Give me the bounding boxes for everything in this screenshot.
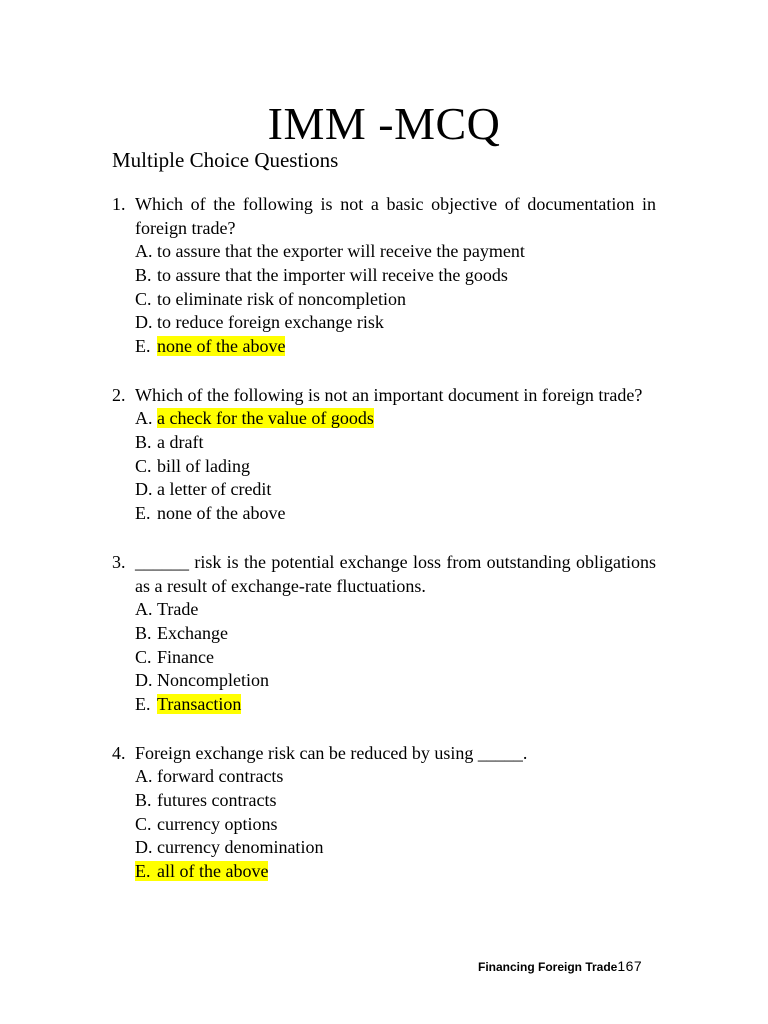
option-e	[135, 335, 656, 359]
option-letter: A.	[135, 407, 153, 428]
option-letter: C.	[135, 288, 152, 309]
question-number: 2.	[112, 384, 126, 405]
option-text: bill of lading	[157, 455, 250, 476]
option-letter: B.	[135, 789, 152, 810]
option-c	[135, 813, 656, 837]
option-letter: D.	[135, 670, 153, 691]
option-letter: A.	[135, 765, 153, 786]
option-letter: D.	[135, 479, 153, 500]
option-text: forward contracts	[157, 765, 284, 786]
option-text: futures contracts	[157, 789, 277, 810]
option-letter: B.	[135, 622, 152, 643]
highlighted-answer: a check for the value of goods	[157, 407, 374, 428]
option-text: none of the above	[157, 503, 286, 524]
option-text: a letter of credit	[157, 479, 272, 500]
option-letter: C.	[135, 646, 152, 667]
option-a	[135, 240, 656, 264]
option-letter: D.	[135, 312, 153, 333]
option-c	[135, 288, 656, 312]
option-text: to reduce foreign exchange risk	[157, 312, 384, 333]
question-text: ______ risk is the potential exchange loss from outstanding obligations as a result of exchange-rate fluctuations.	[135, 551, 656, 596]
option-letter: E.	[135, 861, 151, 882]
option-a	[135, 765, 656, 789]
highlighted-answer-row	[135, 861, 268, 881]
option-letter: B.	[135, 431, 152, 452]
option-text: Exchange	[157, 622, 228, 643]
option-b	[135, 264, 656, 288]
option-text: to eliminate risk of noncompletion	[157, 288, 406, 309]
question-list	[112, 192, 656, 908]
highlighted-answer: all of the above	[157, 861, 269, 882]
footer-chapter-title: Financing Foreign Trade	[478, 960, 618, 974]
option-e	[135, 860, 656, 884]
highlighted-answer: Transaction	[157, 694, 242, 715]
option-b	[135, 431, 656, 455]
page-subtitle: Multiple Choice Questions	[112, 148, 339, 172]
option-letter: A.	[135, 598, 153, 619]
option-letter: A.	[135, 241, 153, 261]
option-text: to assure that the importer will receive the goods	[157, 264, 508, 285]
option-letter: C.	[135, 455, 152, 476]
option-letter: E.	[135, 503, 151, 524]
page-footer	[478, 958, 642, 974]
option-b	[135, 789, 656, 813]
option-text: a draft	[157, 431, 204, 452]
highlighted-answer: none of the above	[157, 336, 286, 357]
option-text: currency options	[157, 813, 278, 834]
option-letter: B.	[135, 264, 152, 285]
question-number: 3.	[112, 551, 126, 572]
question-text: Which of the following is not a basic objective of documentation in foreign trade?	[135, 194, 656, 238]
option-c	[135, 455, 656, 479]
question-text: Which of the following is not an important document in foreign trade?	[135, 384, 643, 405]
footer-page-number: 167	[617, 958, 643, 974]
option-letter: E.	[135, 694, 151, 715]
option-a	[135, 407, 656, 431]
option-d	[135, 311, 656, 335]
question-number: 4.	[112, 742, 126, 763]
option-text: Finance	[157, 646, 214, 667]
option-text: Noncompletion	[157, 670, 269, 691]
option-text: Trade	[157, 598, 199, 619]
question-1	[112, 192, 656, 359]
question-2	[112, 383, 656, 526]
option-letter: C.	[135, 813, 152, 834]
question-number: 1.	[112, 194, 126, 214]
option-text: to assure that the exporter will receive the payment	[157, 241, 525, 261]
question-4	[112, 741, 656, 884]
option-d	[135, 478, 656, 502]
option-b	[135, 622, 656, 646]
question-3	[112, 550, 656, 717]
option-letter: D.	[135, 837, 153, 858]
option-c	[135, 646, 656, 670]
option-e	[135, 502, 656, 526]
page-title: IMM -MCQ	[267, 98, 501, 149]
option-a	[135, 598, 656, 622]
option-text: currency denomination	[157, 837, 324, 858]
option-e	[135, 693, 656, 717]
option-d	[135, 669, 656, 693]
question-text: Foreign exchange risk can be reduced by using _____.	[135, 742, 528, 763]
option-d	[135, 836, 656, 860]
option-letter: E.	[135, 336, 151, 357]
